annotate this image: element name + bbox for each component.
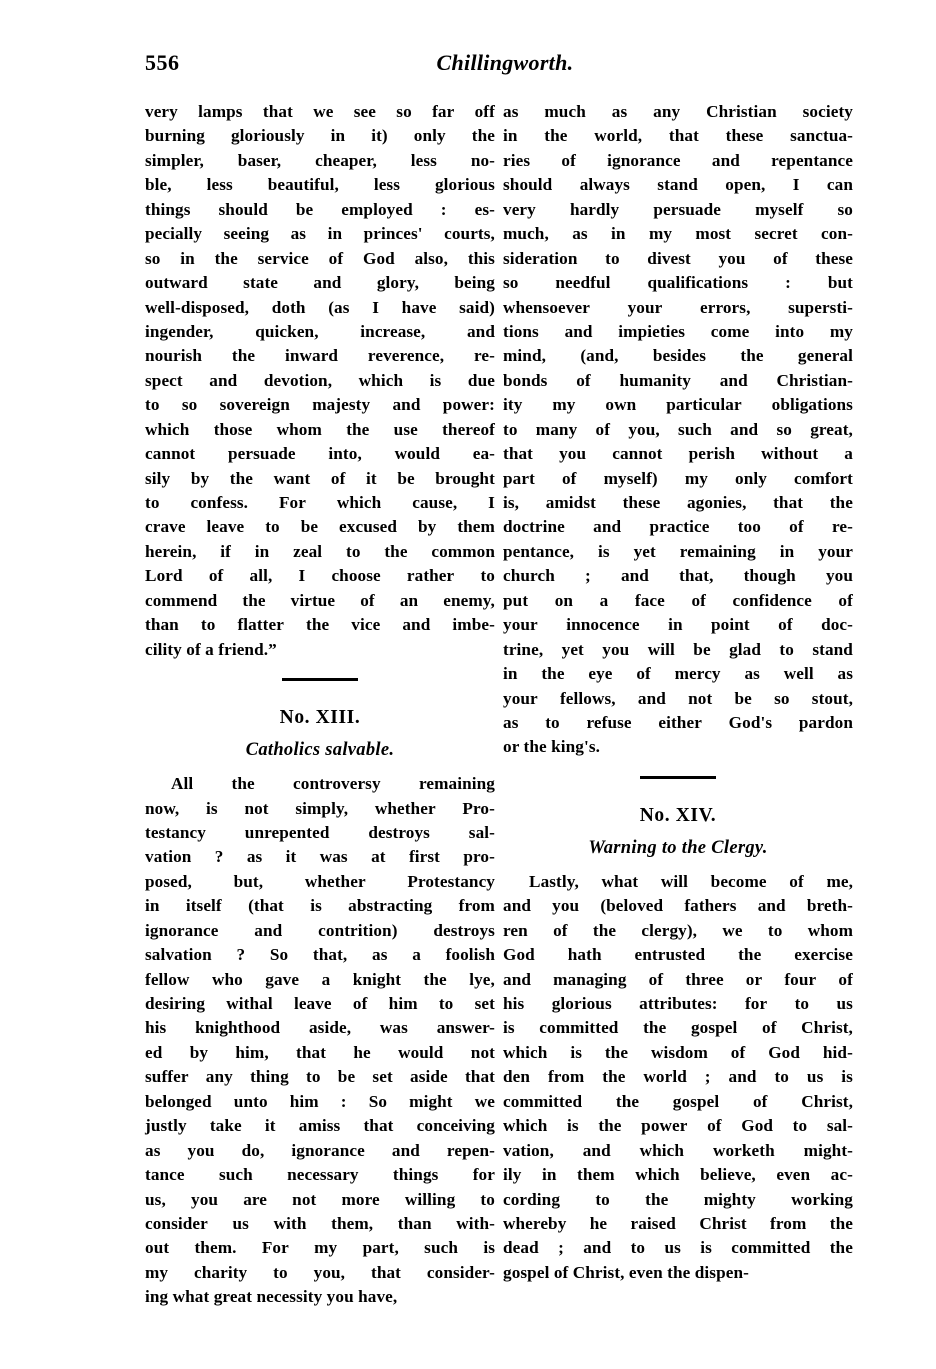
text-line: which is the wisdom of God hid- [503, 1042, 853, 1062]
text-line: to confess. For which cause, I [145, 493, 495, 512]
text-line: my charity to you, that consider- [145, 1262, 495, 1282]
text-line: mind, (and, besides the general [503, 346, 853, 366]
text-line: now, is not simply, whether Pro- [145, 798, 495, 818]
text-line: part of myself) my only comfort [503, 468, 853, 488]
ornamental-rule [282, 678, 358, 681]
text-line: crave leave to be excused by them [145, 517, 495, 537]
text-line: ily in them which believe, even ac- [503, 1165, 853, 1185]
text-line: nourish the inward reverence, re- [145, 346, 495, 366]
text-line: Lastly, what will become of me, [529, 871, 853, 891]
text-line: your fellows, and not be so stout, [503, 688, 853, 708]
text-line: den from the world ; and to us is [503, 1067, 853, 1087]
text-line: ingender, quicken, increase, and [145, 321, 495, 341]
text-line: God hath entrusted the exercise [503, 945, 853, 965]
paragraph-continued-right [503, 100, 853, 760]
text-line: testancy unrepented destroys sal- [145, 822, 495, 842]
text-line: is, amidst these agonies, that the [503, 493, 853, 512]
text-line: tance such necessary things for [145, 1165, 495, 1185]
text-line: and managing of three or four of [503, 969, 853, 989]
text-line: to so sovereign majesty and power: [145, 395, 495, 415]
text-line: your innocence in point of doc- [503, 615, 853, 635]
text-line: as you do, ignorance and repen- [145, 1140, 495, 1160]
text-line: much, as in my most secret con- [503, 224, 853, 244]
text-line: and you (beloved fathers and breth- [503, 896, 853, 916]
text-line: salvation ? So that, as a foolish [145, 945, 495, 965]
section-number-xiii: No. XIII. [279, 707, 361, 729]
text-line: spect and devotion, which is due [145, 370, 495, 390]
text-line: very hardly persuade myself so [503, 199, 853, 219]
text-line: All the controversy remaining [171, 774, 495, 794]
text-line: his knighthood aside, was answer- [145, 1018, 495, 1038]
text-line: ed by him, that he would not [145, 1042, 495, 1062]
text-line: put on a face of confidence of [503, 590, 853, 610]
text-line: to many of you, such and so great, [503, 419, 853, 439]
text-line: cannot persuade into, would ea- [145, 444, 495, 464]
text-line: should always stand open, I can [503, 175, 853, 195]
text-line: well-disposed, doth (as I have said) [145, 297, 495, 317]
text-line: cording to the mighty working [503, 1189, 853, 1209]
text-line: ren of the clergy), we to whom [503, 920, 853, 940]
text-line: things should be employed : es- [145, 199, 495, 219]
text-line: so in the service of God also, this [145, 248, 495, 268]
text-line: simpler, baser, cheaper, less no- [145, 150, 495, 170]
text-line: which is the power of God to sal- [503, 1116, 853, 1136]
text-line: committed the gospel of Christ, [503, 1091, 853, 1111]
text-line: in itself (that is abstracting from [145, 896, 495, 916]
text-line: in the world, that these sanctua- [503, 126, 853, 146]
text-line: burning gloriously in it) only the [145, 126, 495, 146]
text-line: ble, less beautiful, less glorious [145, 175, 495, 195]
text-line: vation ? as it was at first pro- [145, 847, 495, 867]
text-line: sily by the want of it be brought [145, 468, 495, 488]
column-left [145, 100, 495, 1310]
text-line: vation, and which worketh might- [503, 1140, 853, 1160]
text-line: posed, but, whether Protestancy [145, 871, 495, 891]
text-line: trine, yet you will be glad to stand [503, 639, 853, 659]
section-divider [145, 662, 495, 702]
text-line: ity my own particular obligations [503, 395, 853, 415]
ornamental-rule [640, 776, 716, 779]
text-line: whereby he raised Christ from the [503, 1213, 853, 1233]
text-line: doctrine and practice too of re- [503, 517, 853, 537]
text-line: so needful qualifications : but [503, 273, 853, 293]
text-line: is committed the gospel of Christ, [503, 1018, 853, 1038]
text-line: belonged unto him : So might we [145, 1091, 495, 1111]
text-line: sideration to divest you of these [503, 248, 853, 268]
text-line: as much as any Christian society [503, 102, 853, 121]
text-line: ries of ignorance and repentance [503, 150, 853, 170]
section-body-left [145, 772, 495, 1310]
running-title: Chillingworth. [436, 50, 574, 75]
text-line: Lord of all, I choose rather to [145, 566, 495, 586]
text-line: gospel of Christ, even the dispen- [503, 1262, 749, 1282]
running-head [145, 50, 855, 84]
text-line: very lamps that we see so far off [145, 102, 495, 121]
text-line: or the king's. [503, 737, 601, 757]
text-line: pecially seeing as in princes' courts, [145, 224, 495, 244]
section-number-xiv: No. XIV. [639, 804, 717, 826]
text-line: tions and impieties come into my [503, 321, 853, 341]
text-line: pentance, is yet remaining in your [503, 541, 853, 561]
text-line: dead ; and to us is committed the [503, 1238, 853, 1258]
text-line: that you cannot perish without a [503, 444, 853, 464]
text-line: commend the virtue of an enemy, [145, 590, 495, 610]
section-title-xiv: Warning to the Clergy. [588, 837, 768, 858]
text-line: desiring withal leave of him to set [145, 994, 495, 1013]
text-line: as to refuse either God's pardon [503, 712, 853, 732]
section-title-xiii: Catholics salvable. [245, 740, 395, 761]
text-line: consider us with them, than with- [145, 1213, 495, 1233]
text-line: than to flatter the vice and imbe- [145, 615, 495, 635]
text-line: cility of a friend.” [145, 639, 277, 659]
text-line: justly take it amiss that conceiving [145, 1116, 495, 1136]
section-body-right [503, 870, 853, 1285]
text-line: outward state and glory, being [145, 273, 495, 293]
text-line: in the eye of mercy as well as [503, 664, 853, 684]
text-line: ing what great necessity you have, [145, 1287, 398, 1307]
text-line: us, you are not more willing to [145, 1189, 495, 1209]
paragraph-continued-left [145, 100, 495, 662]
page-number: 556 [145, 50, 180, 75]
text-line: which those whom the use thereof [145, 419, 495, 439]
text-line: bonds of humanity and Christian- [503, 370, 853, 390]
text-line: his glorious attributes: for to us [503, 994, 853, 1013]
text-line: ignorance and contrition) destroys [145, 920, 495, 940]
text-line: out them. For my part, such is [145, 1238, 495, 1258]
text-line: suffer any thing to be set aside that [145, 1067, 495, 1087]
text-line: herein, if in zeal to the common [145, 541, 495, 561]
section-divider [503, 760, 853, 800]
text-line: whensoever your errors, supersti- [503, 297, 853, 317]
text-line: church ; and that, though you [503, 566, 853, 586]
column-right [503, 100, 853, 1285]
text-line: fellow who gave a knight the lye, [145, 969, 495, 989]
